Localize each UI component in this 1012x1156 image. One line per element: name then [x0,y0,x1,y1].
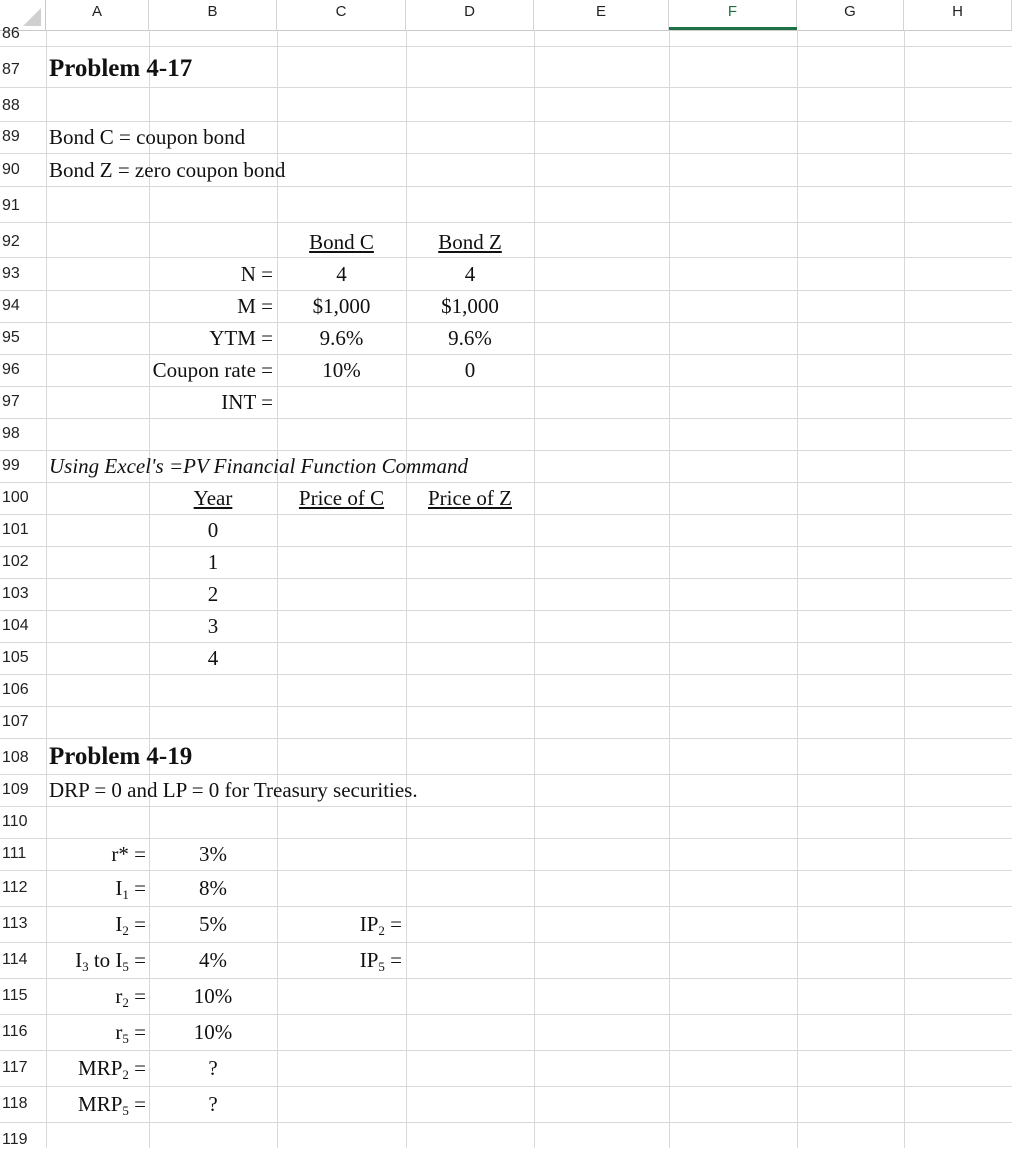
row-header[interactable]: 86 [2,25,20,42]
bond-c-coupon[interactable]: 10% [322,358,361,382]
value-i3-to-i5[interactable]: 4% [199,948,227,972]
row-header[interactable]: 116 [2,1023,28,1040]
bond-c-m[interactable]: $1,000 [312,294,371,318]
col-header-b[interactable]: B [149,0,277,30]
gridline-v [406,30,407,1148]
label-r5-eq: = [128,1020,146,1044]
gridline-v [534,30,535,1148]
gridline-h [0,222,1012,223]
row-header[interactable]: 94 [2,297,20,314]
row-header[interactable]: 109 [2,781,29,798]
gridline-v [669,30,670,1148]
label-r5-subscript: 5 [122,1031,129,1046]
row-header[interactable]: 101 [2,521,29,538]
row-header[interactable]: 111 [2,845,27,862]
label-mrp5-eq: = [128,1092,146,1116]
label-mrp2[interactable] [46,1052,146,1084]
label-i3-letter: I [75,948,83,972]
label-ip2-subscript: 2 [378,923,385,938]
col-header-f[interactable]: F [669,0,797,30]
bond-z-m[interactable]: $1,000 [441,294,499,318]
gridline-h [0,46,1012,47]
row-header[interactable]: 102 [2,553,29,570]
year-cell[interactable]: 4 [207,646,219,670]
row-header[interactable]: 93 [2,265,20,282]
price-z-header[interactable]: Price of Z [428,486,512,510]
label-i1-subscript: 1 [122,887,129,902]
bond-z-ytm[interactable]: 9.6% [448,326,492,350]
bond-c-header[interactable]: Bond C [309,230,374,254]
price-c-header[interactable]: Price of C [298,486,385,510]
label-n[interactable]: N = [240,262,273,286]
label-coupon-rate[interactable]: Coupon rate = [152,358,273,382]
row-header[interactable]: 97 [2,393,20,410]
value-rstar[interactable]: 3% [199,842,227,866]
label-i1-letter: I [115,876,123,900]
gridline-h [0,1014,1012,1015]
value-r2[interactable]: 10% [193,984,233,1008]
label-mrp2-eq: = [128,1056,146,1080]
row-header[interactable]: 89 [2,128,20,145]
label-r2-subscript: 2 [122,995,129,1010]
gridline-h [0,1050,1012,1051]
row-header[interactable]: 103 [2,585,29,602]
label-i5-subscript: 5 [122,959,129,974]
gridline-v [797,30,798,1148]
gridline-h [0,738,1012,739]
row-header[interactable]: 107 [2,713,29,730]
gridline-h [0,870,1012,871]
col-header-d[interactable]: D [406,0,534,30]
label-ip2[interactable] [300,908,402,940]
bond-c-n[interactable]: 4 [336,262,347,286]
label-ip5-letter: IP [359,948,379,972]
gridline-h [0,1122,1012,1123]
label-ytm[interactable]: YTM = [209,326,273,350]
row-header[interactable]: 112 [2,879,28,896]
row-header[interactable]: 88 [2,97,20,114]
label-r2-letter: r [115,984,123,1008]
row-header[interactable]: 118 [2,1095,28,1112]
value-i1[interactable]: 8% [199,876,227,900]
bond-z-definition[interactable]: Bond Z = zero coupon bond [49,158,286,182]
row-header[interactable]: 98 [2,425,20,442]
label-r5-letter: r [115,1020,123,1044]
row-header[interactable]: 114 [2,951,28,968]
label-int[interactable]: INT = [221,390,273,414]
label-i2[interactable] [46,908,146,940]
bond-z-header[interactable]: Bond Z [438,230,502,254]
row-header[interactable]: 100 [2,489,29,506]
row-header[interactable]: 106 [2,681,29,698]
gridline-h [0,978,1012,979]
row-header[interactable]: 113 [2,915,28,932]
col-header-e[interactable]: E [534,0,669,30]
problem-417-title[interactable]: Problem 4-17 [49,55,193,82]
gridline-h [0,186,1012,187]
label-i2-letter: I [115,912,123,936]
label-i1-eq: = [128,876,146,900]
col-header-g[interactable]: G [797,0,904,30]
label-r5[interactable] [46,1016,146,1048]
value-i2[interactable]: 5% [199,912,227,936]
gridline-h [0,418,1012,419]
gridline-h [0,942,1012,943]
label-rstar[interactable]: r* = [111,842,146,866]
label-i2-subscript: 2 [122,923,129,938]
gridline-h [0,706,1012,707]
year-cell[interactable]: 1 [207,550,219,574]
gridline-v [904,30,905,1148]
label-mrp5-subscript: 5 [122,1103,129,1118]
row-header[interactable]: 104 [2,617,29,634]
year-cell[interactable]: 0 [207,518,219,542]
selected-column-indicator [669,27,797,30]
row-header[interactable]: 115 [2,987,28,1004]
row-header[interactable]: 87 [2,61,20,78]
label-ip5[interactable] [300,944,402,976]
gridline-v [277,30,278,1148]
label-m[interactable]: M = [237,294,273,318]
label-to-word: to I [88,948,123,972]
year-cell[interactable]: 2 [207,582,219,606]
label-r2-eq: = [128,984,146,1008]
label-mrp5[interactable] [46,1088,146,1120]
bond-c-definition[interactable]: Bond C = coupon bond [49,125,246,149]
label-ip5-subscript: 5 [378,959,385,974]
year-header[interactable]: Year [193,486,233,510]
value-r5[interactable]: 10% [193,1020,233,1044]
gridline-h [0,906,1012,907]
label-ip5-eq: = [384,948,402,972]
bond-z-n[interactable]: 4 [464,262,476,286]
row-header[interactable]: 108 [2,749,29,766]
row-header[interactable]: 90 [2,161,20,178]
gridline-h [0,1086,1012,1087]
row-header[interactable]: 91 [2,197,20,214]
label-mrp2-letter: MRP [78,1056,123,1080]
year-cell[interactable]: 3 [207,614,219,638]
value-mrp2[interactable]: ? [208,1056,218,1080]
label-ip2-letter: IP [359,912,379,936]
row-header[interactable]: 119 [2,1131,28,1148]
problem-419-title[interactable]: Problem 4-19 [49,743,193,770]
col-header-a[interactable]: A [46,0,149,30]
label-ip2-eq: = [384,912,402,936]
label-r2[interactable] [46,980,146,1012]
gridline-h [0,87,1012,88]
pv-function-title[interactable]: Using Excel's =PV Financial Function Command [49,454,468,478]
label-i3-to-i5[interactable] [46,944,146,976]
label-i2-eq: = [128,912,146,936]
value-mrp5[interactable]: ? [208,1092,218,1116]
col-header-c[interactable]: C [277,0,406,30]
row-header[interactable]: 96 [2,361,20,378]
label-mrp2-subscript: 2 [122,1067,129,1082]
label-i3-eq: = [128,948,146,972]
bond-z-coupon[interactable]: 0 [464,358,476,382]
row-header[interactable]: 110 [2,813,28,830]
row-header[interactable]: 99 [2,457,20,474]
row-header[interactable]: 92 [2,233,20,250]
row-header[interactable]: 117 [2,1059,28,1076]
label-i1[interactable] [46,872,146,904]
gridline-h [0,806,1012,807]
gridline-h [0,674,1012,675]
bond-c-ytm[interactable]: 9.6% [319,326,364,350]
label-mrp5-letter: MRP [78,1092,123,1116]
row-header[interactable]: 105 [2,649,29,666]
row-header[interactable]: 95 [2,329,20,346]
col-header-h[interactable]: H [904,0,1012,30]
problem-419-note[interactable]: DRP = 0 and LP = 0 for Treasury securities. [49,778,418,802]
label-i3-subscript: 3 [82,959,89,974]
